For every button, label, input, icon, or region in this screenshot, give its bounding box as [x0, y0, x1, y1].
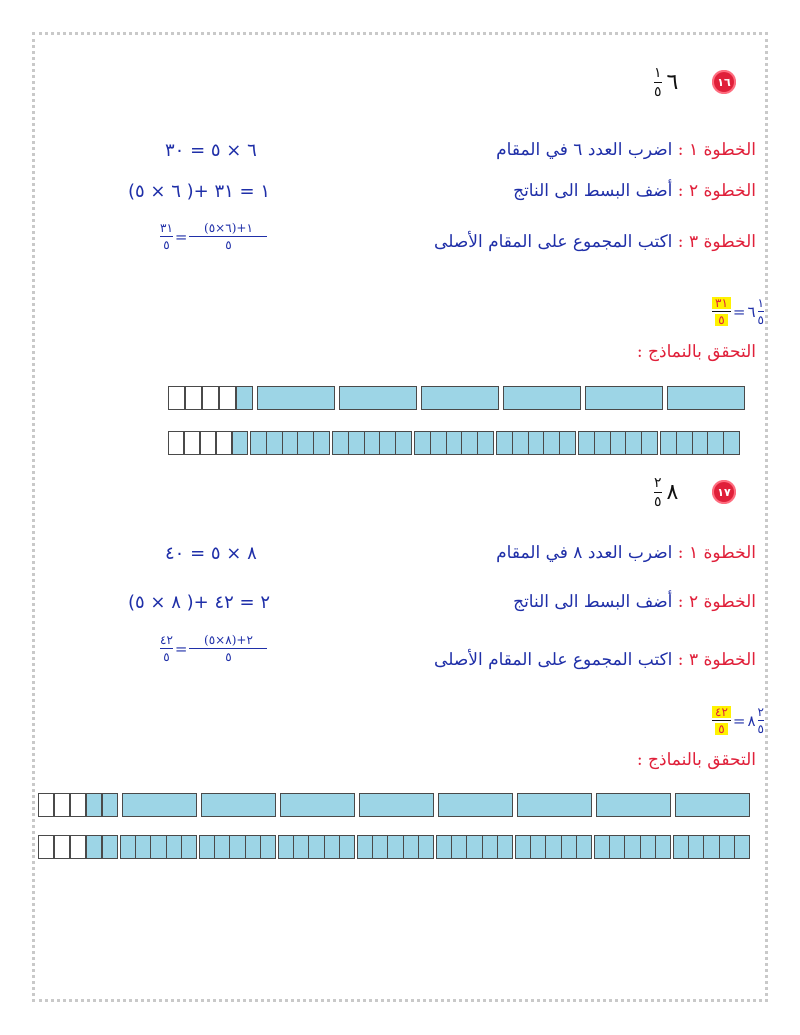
result-fraction: $\frac{٤٢}{٥}$	[712, 706, 731, 735]
fifths-group	[594, 835, 671, 859]
model-fifths	[38, 835, 750, 859]
problem-number-badge: ١٦	[712, 70, 736, 94]
step-2: الخطوة ٢ : أضف البسط الى الناتج	[513, 181, 756, 201]
check-with-models-label: التحقق بالنماذج :	[636, 342, 756, 362]
step-3-equation: $\frac{٤٢}{٥}$ = $\frac{(٨\times ٥)+٢}{٥}$	[160, 634, 267, 663]
whole-bar	[257, 386, 335, 410]
whole-bar	[667, 386, 745, 410]
fifths-group	[278, 835, 355, 859]
problem-fraction: $\frac{٢}{٥}$	[654, 475, 662, 510]
fifths-group	[660, 431, 740, 455]
fifths-group	[199, 835, 276, 859]
step-1-equation: ٦ × ٥ = ٣٠	[165, 140, 257, 161]
check-with-models-label: التحقق بالنماذج :	[636, 750, 756, 770]
step-1: الخطوة ١ : اضرب العدد ٦ في المقام	[496, 140, 756, 160]
expression-fraction: $\frac{(٦\times ٥)+١}{٥}$	[189, 222, 267, 251]
fifths-group	[250, 431, 330, 455]
whole-bar	[675, 793, 750, 817]
fifths-group	[673, 835, 750, 859]
fifth-cell-shaded	[236, 386, 253, 410]
fifths-group	[578, 431, 658, 455]
fifths-group	[414, 431, 494, 455]
step-2-equation: (٦ × ٥ )+ ١ = ٣١	[128, 181, 271, 202]
step-1: الخطوة ١ : اضرب العدد ٨ في المقام	[496, 543, 756, 563]
fifth-cell	[168, 386, 185, 410]
fifths-group	[436, 835, 513, 859]
whole-bar	[438, 793, 513, 817]
model-wholes	[38, 793, 750, 817]
fifth-cell	[219, 386, 236, 410]
result: $\frac{٤٢}{٥}$ = ٨ $\frac{٢}{٥}$	[712, 706, 764, 735]
fifths-group	[332, 431, 412, 455]
whole-bar	[280, 793, 355, 817]
problem-whole: ٦	[666, 70, 679, 95]
whole-bar	[421, 386, 499, 410]
expression-fraction: $\frac{(٨\times ٥)+٢}{٥}$	[189, 634, 267, 663]
mixed-number	[654, 66, 678, 99]
sum-fraction: $\frac{٣١}{٥}$	[160, 221, 173, 252]
fifth-cell	[185, 386, 202, 410]
result: $\frac{٣١}{٥}$ = ٦ $\frac{١}{٥}$	[712, 297, 764, 326]
problem-whole: ٨	[666, 480, 679, 505]
whole-bar	[503, 386, 581, 410]
problem-number-badge: ١٧	[712, 480, 736, 504]
mixed-number	[654, 476, 678, 509]
whole-bar	[339, 386, 417, 410]
fifths-group	[120, 835, 197, 859]
step-3: الخطوة ٣ : اكتب المجموع على المقام الأصلى	[434, 232, 756, 252]
whole-bar	[585, 386, 663, 410]
whole-bar	[596, 793, 671, 817]
whole-bar	[517, 793, 592, 817]
model-wholes	[168, 386, 745, 410]
whole-bar	[201, 793, 276, 817]
fifth-cell	[202, 386, 219, 410]
step-3: الخطوة ٣ : اكتب المجموع على المقام الأصلى	[434, 650, 756, 670]
step-2: الخطوة ٢ : أضف البسط الى الناتج	[513, 592, 756, 612]
fifths-group	[496, 431, 576, 455]
step-3-equation: $\frac{٣١}{٥}$ = $\frac{(٦\times ٥)+١}{٥}$	[160, 222, 267, 251]
result-fraction: $\frac{٣١}{٥}$	[712, 297, 731, 326]
whole-bar	[122, 793, 197, 817]
problem-fraction: $\frac{١}{٥}$	[654, 65, 662, 100]
whole-bar	[359, 793, 434, 817]
step-2-equation: (٨ × ٥ )+ ٢ = ٤٢	[128, 592, 271, 613]
fifths-group	[515, 835, 592, 859]
fifths-group	[357, 835, 434, 859]
sum-fraction: $\frac{٤٢}{٥}$	[160, 633, 173, 664]
model-fifths	[168, 431, 740, 455]
step-1-equation: ٨ × ٥ = ٤٠	[165, 543, 257, 564]
